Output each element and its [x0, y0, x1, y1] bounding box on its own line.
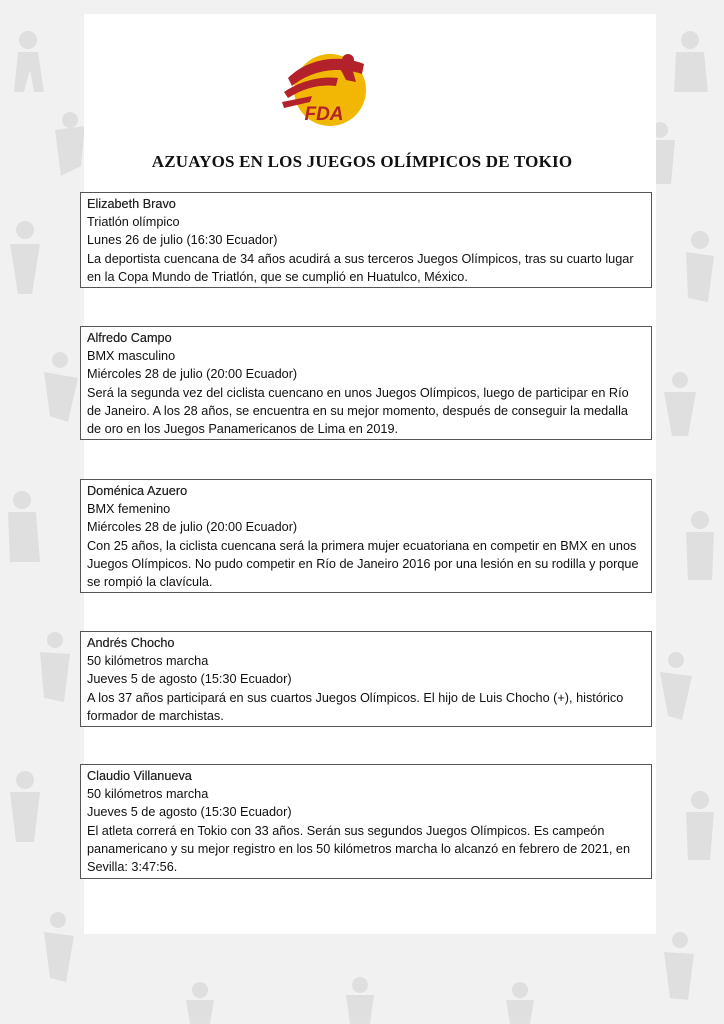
athlete-event: 50 kilómetros marcha: [87, 787, 209, 802]
athlete-event: Triatlón olímpico: [87, 215, 180, 230]
athlete-name: Andrés Chocho: [87, 636, 175, 650]
athlete-date: Lunes 26 de julio (16:30 Ecuador): [87, 233, 278, 248]
fda-logo-text: FDA: [304, 104, 344, 125]
athlete-date: Jueves 5 de agosto (15:30 Ecuador): [87, 805, 292, 820]
athlete-card: [80, 764, 652, 879]
athlete-card: [80, 479, 652, 593]
athlete-name: Elizabeth Bravo: [87, 197, 176, 211]
athlete-description: La deportista cuencana de 34 años acudirá a sus terceros Juegos Olímpicos, tras su cuarto lugar en la Copa Mundo de Triatlón, que se cumplió en Huatulco, México.: [87, 251, 634, 284]
page-title: AZUAYOS EN LOS JUEGOS OLÍMPICOS DE TOKIO: [151, 152, 573, 171]
athlete-date: Miércoles 28 de julio (20:00 Ecuador): [87, 520, 298, 535]
athlete-event: BMX masculino: [87, 349, 176, 364]
athlete-name: Doménica Azuero: [87, 484, 188, 498]
athlete-name: Claudio Villanueva: [87, 769, 192, 783]
athlete-description: Con 25 años, la ciclista cuencana será la primera mujer ecuatoriana en competir en BMX en unos Juegos Olímpicos. No pudo competir en Río de Janeiro 2016 por una lesión en su rodilla y porque se rompió la clavícula.: [87, 538, 639, 590]
athlete-event: 50 kilómetros marcha: [87, 654, 209, 669]
athlete-name: Alfredo Campo: [87, 331, 172, 345]
fda-logo: [278, 40, 370, 132]
athlete-event: BMX femenino: [87, 502, 171, 517]
athlete-description: A los 37 años participará en sus cuartos Juegos Olímpicos. El hijo de Luis Chocho (+), histórico formador de marchistas.: [87, 690, 624, 723]
athlete-description: Será la segunda vez del ciclista cuencano en unos Juegos Olímpicos, luego de participar en Río de Janeiro. A los 28 años, se encuentra en su mejor momento, después de conseguir la medalla de oro en los Juegos Panamericanos de Lima en 2019.: [87, 385, 629, 437]
athlete-date: Miércoles 28 de julio (20:00 Ecuador): [87, 367, 298, 382]
athlete-date: Jueves 5 de agosto (15:30 Ecuador): [87, 672, 292, 687]
athlete-card: [80, 326, 652, 440]
athlete-description: El atleta correrá en Tokio con 33 años. Serán sus segundos Juegos Olímpicos. Es campeón panamericano y su mejor registro en los 50 kilómetros marcha lo alcanzó en febrero de 2021, en Sevilla: 3:47:56.: [87, 823, 631, 875]
athlete-card: [80, 192, 652, 288]
athlete-card: [80, 631, 652, 727]
